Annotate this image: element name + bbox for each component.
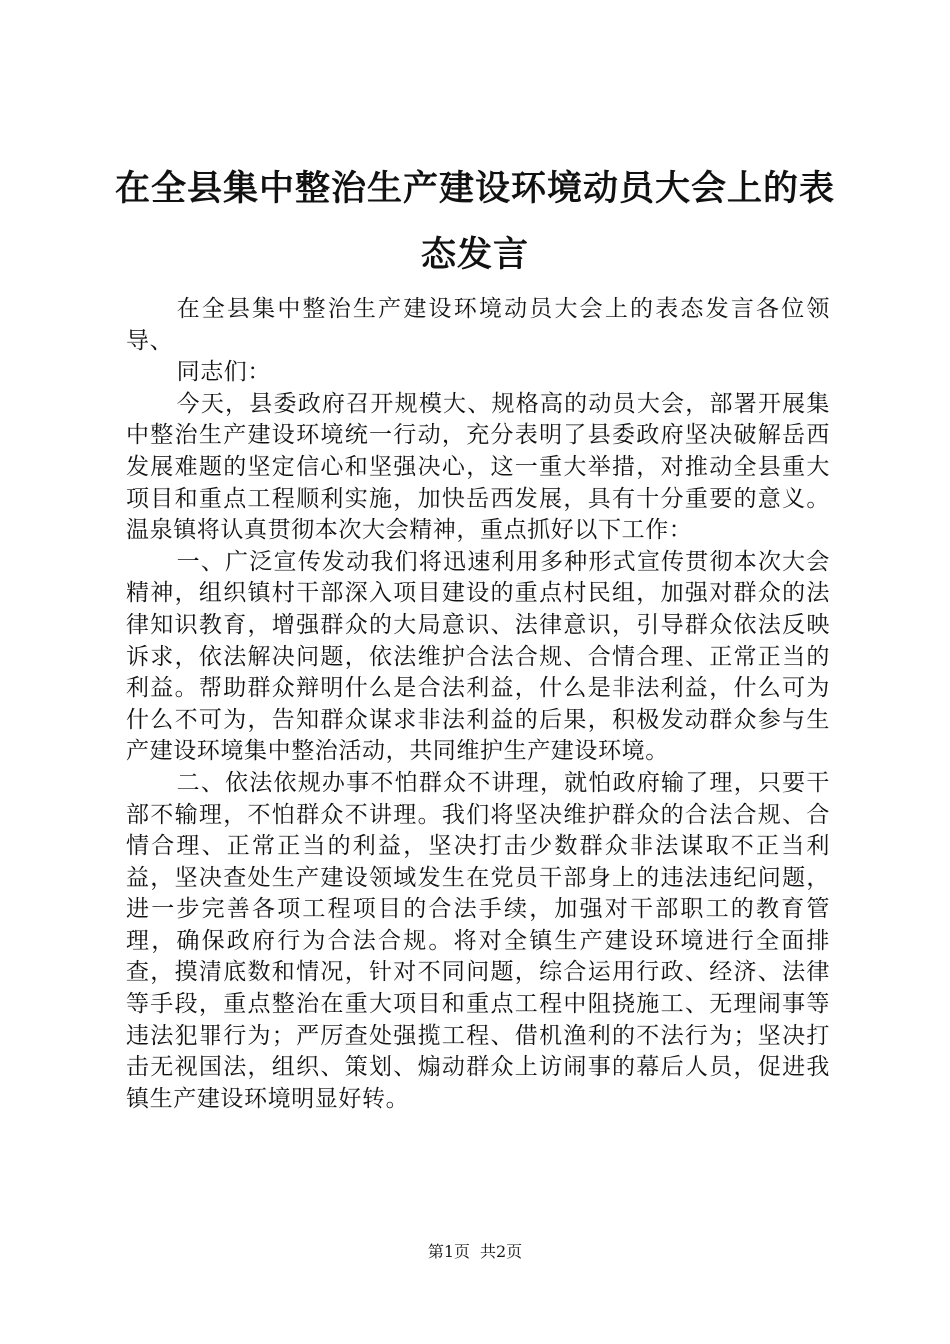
paragraph-section-two: 二、依法依规办事不怕群众不讲理，就怕政府输了理，只要干部不输理，不怕群众不讲理。我们将坚决维护群众的合法合规、合情合理、正常正当的利益，坚决打击少数群众非法谋取不正当利益，坚决查处生产建设领域发生在党员干部身上的违法违纪问题，进一步完善各项工程项目的合法手续，加强对干部职工的教育管理，确保政府行为合法合规。将对全镇生产建设环境进行全面排查，摸清底数和情况，针对不同问题，综合运用行政、经济、法律等手段，重点整治在重大项目和重点工程中阻挠施工、无理闹事等违法犯罪行为；严厉查处强揽工程、借机渔利的不法行为；坚决打击无视国法，组织、策划、煽动群众上访闹事的幕后人员，促进我镇生产建设环境明显好转。 bbox=[126, 769, 830, 1112]
paragraph-salutation: 同志们： bbox=[176, 359, 271, 386]
document-body bbox=[126, 294, 830, 1115]
page-number: 第1页 bbox=[427, 1242, 470, 1261]
page-footer bbox=[0, 1242, 950, 1262]
page-total: 共2页 bbox=[480, 1242, 523, 1261]
paragraph-opening: 在全县集中整治生产建设环境动员大会上的表态发言各位领导、 bbox=[126, 296, 830, 354]
paragraph-intro: 今天，县委政府召开规模大、规格高的动员大会，部署开展集中整治生产建设环境统一行动，充分表明了县委政府坚决破解岳西发展难题的坚定信心和坚强决心，这一重大举措，对推动全县重大项目和重点工程顺利实施，加快岳西发展，具有十分重要的意义。温泉镇将认真贯彻本次大会精神，重点抓好以下工作： bbox=[126, 390, 830, 544]
document-title: 在全县集中整治生产建设环境动员大会上的表态发言 bbox=[114, 169, 835, 275]
paragraph-section-one: 一、广泛宣传发动我们将迅速利用多种形式宣传贯彻本次大会精神，组织镇村干部深入项目建设的重点村民组，加强对群众的法律知识教育，增强群众的大局意识、法律意识，引导群众依法反映诉求，依法解决问题，依法维护合法合规、合情合理、正常正当的利益。帮助群众辩明什么是合法利益，什么是非法利益，什么可为什么不可为，告知群众谋求非法利益的后果，积极发动群众参与生产建设环境集中整治活动，共同维护生产建设环境。 bbox=[126, 548, 830, 765]
